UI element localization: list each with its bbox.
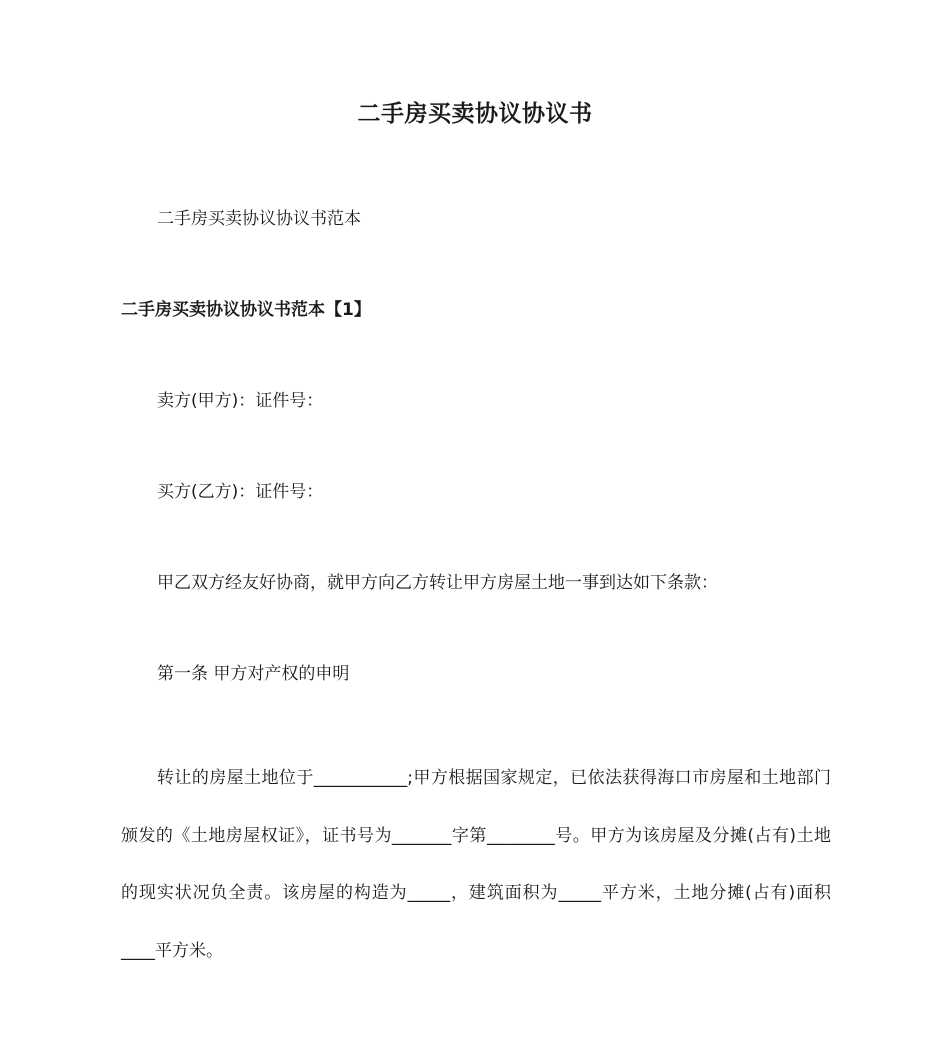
article-1-heading: 第一条 甲方对产权的申明 [157, 664, 350, 684]
intro-line: 甲乙双方经友好协商，就甲方向乙方转让甲方房屋土地一事到达如下条款： [157, 573, 718, 593]
section-heading: 二手房买卖协议协议书范本【1】 [121, 300, 371, 320]
seller-line: 卖方(甲方)：证件号： [157, 391, 324, 411]
article-1-body [121, 750, 831, 980]
buyer-line: 买方(乙方)：证件号： [157, 482, 324, 502]
article-1-body-text: 转让的房屋土地位于___________;甲方根据国家规定，已依法获得海口市房屋和土地部门颁发的《土地房屋权证》，证书号为_______字第________号。甲方为该房屋及分摊(占有)土地的现实状况负全责。该房屋的构造为_____，建筑面积为_____平方米，土地分摊(占有)面积____平方米。 [121, 768, 831, 961]
document-subtitle: 二手房买卖协议协议书范本 [157, 209, 361, 229]
document-title: 二手房买卖协议协议书 [357, 101, 593, 127]
